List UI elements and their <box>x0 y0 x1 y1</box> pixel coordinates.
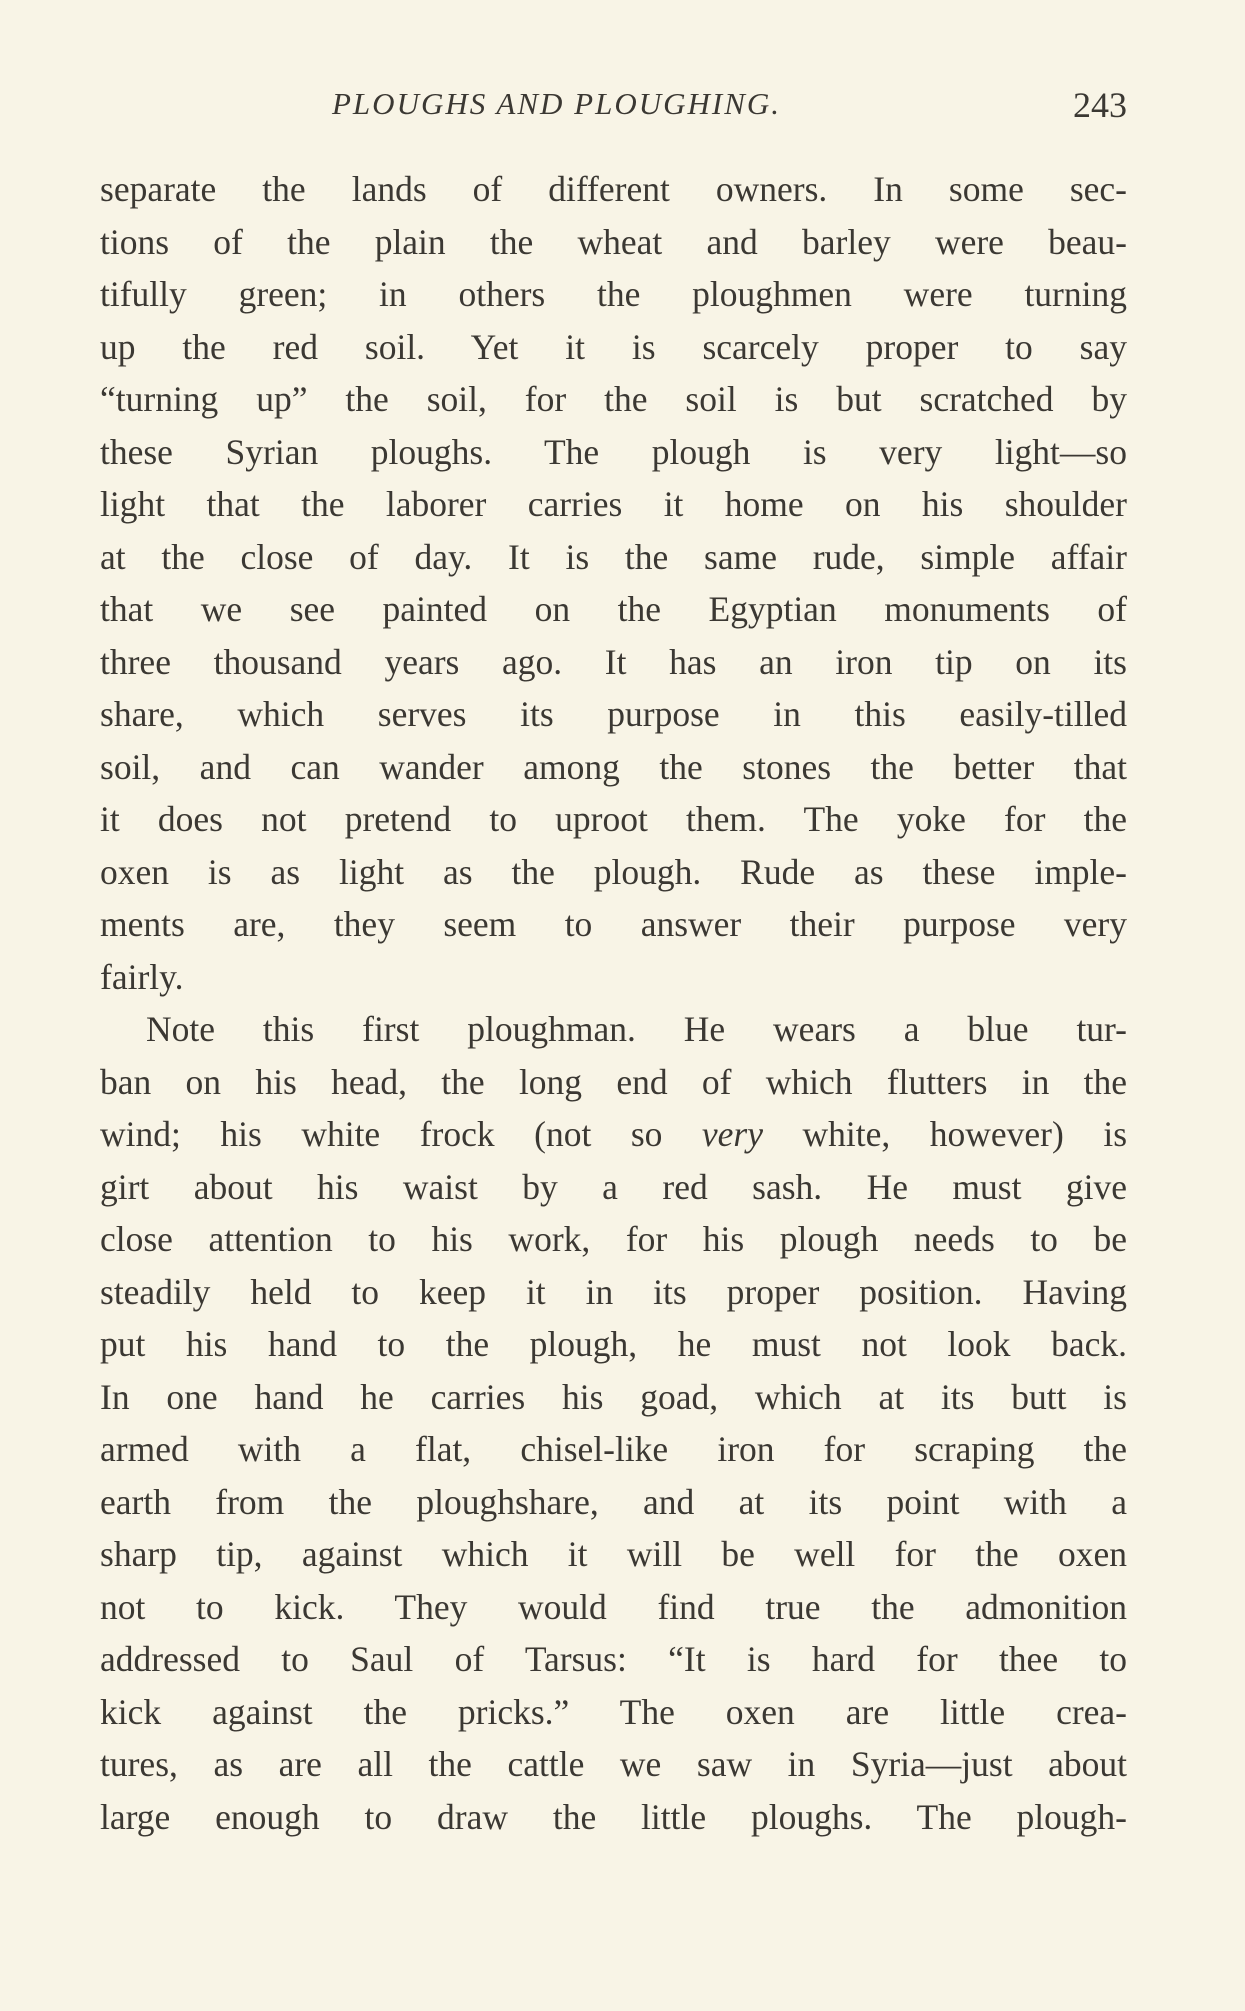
text-line: steadily held to keep it in its proper position. Having <box>100 1271 1127 1312</box>
text-line: it does not pretend to uproot them. The yoke for the <box>100 799 1127 839</box>
text-line: Note this first ploughman. He wears a blue tur- <box>146 1009 1127 1049</box>
text-line: share, which serves its purpose in this easily-tilled <box>100 694 1127 734</box>
text-line: tifully green; in others the ploughmen were turning <box>100 274 1127 314</box>
text-line: tures, as are all the cattle we saw in Syria—just about <box>100 1744 1127 1784</box>
text-line: ments are, they seem to answer their purpose very <box>100 904 1127 944</box>
text-line: three thousand years ago. It has an iron tip on its <box>100 641 1127 682</box>
text-line: fairly. <box>100 956 184 997</box>
body-text <box>100 163 1127 1843</box>
text-line: light that the laborer carries it home on his shoulder <box>100 484 1127 524</box>
text-line: separate the lands of different owners. In some sec- <box>100 169 1127 209</box>
text-line: at the close of day. It is the same rude, simple affair <box>100 536 1127 577</box>
text-line: “turning up” the soil, for the soil is but scratched by <box>100 379 1127 419</box>
text-line: wind; his white frock (not so very white, however) is <box>100 1114 1128 1154</box>
text-line: sharp tip, against which it will be well for the oxen <box>100 1534 1127 1574</box>
page-number: 243 <box>1073 85 1127 125</box>
text-line: these Syrian ploughs. The plough is very light—so <box>100 431 1127 472</box>
text-line: oxen is as light as the plough. Rude as these imple- <box>100 851 1127 892</box>
text-line: that we see painted on the Egyptian monuments of <box>100 589 1127 629</box>
text-line: ban on his head, the long end of which flutters in the <box>100 1061 1127 1102</box>
text-line: addressed to Saul of Tarsus: “It is hard for thee to <box>100 1639 1127 1679</box>
running-header <box>100 86 1127 136</box>
text-line: In one hand he carries his goad, which at its butt is <box>100 1376 1127 1417</box>
text-line: not to kick. They would find true the admonition <box>100 1586 1127 1627</box>
running-title: PLOUGHS AND PLOUGHING. <box>332 86 782 121</box>
text-line: tions of the plain the wheat and barley were beau- <box>100 221 1127 262</box>
text-line: earth from the ploughshare, and at its point with a <box>100 1481 1127 1522</box>
text-line: close attention to his work, for his plough needs to be <box>100 1219 1127 1259</box>
paragraph <box>100 163 1127 1003</box>
text-line: up the red soil. Yet it is scarcely proper to say <box>100 326 1127 367</box>
text-line: armed with a flat, chisel-like iron for scraping the <box>100 1429 1127 1469</box>
text-line: put his hand to the plough, he must not look back. <box>100 1324 1127 1364</box>
text-line: soil, and can wander among the stones the better that <box>100 746 1127 787</box>
emphasis: very <box>701 1114 763 1154</box>
text-line: large enough to draw the little ploughs. The plough- <box>100 1796 1127 1837</box>
paragraph <box>100 1003 1127 1843</box>
text-line: girt about his waist by a red sash. He must give <box>100 1166 1127 1207</box>
text-line: kick against the pricks.” The oxen are little crea- <box>100 1691 1127 1732</box>
